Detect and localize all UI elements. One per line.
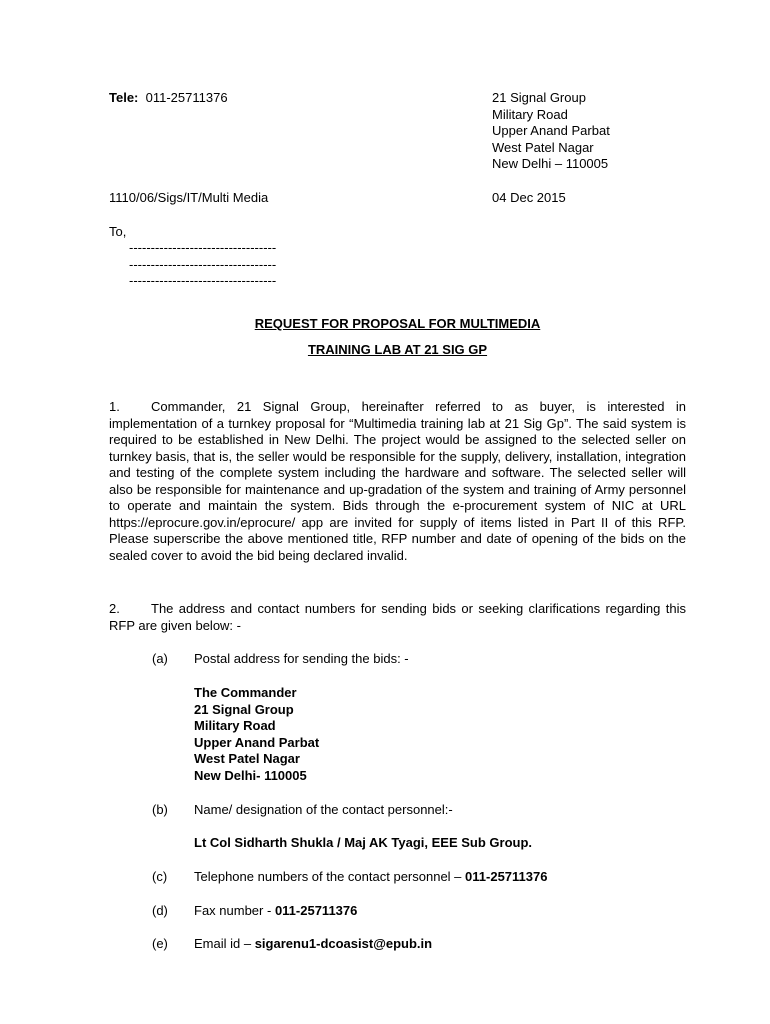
email-item (194, 936, 432, 953)
address-line: 21 Signal Group (492, 90, 586, 105)
postal-address-line: Upper Anand Parbat (194, 734, 320, 750)
postal-address (194, 685, 319, 784)
telephone-line (109, 90, 228, 107)
item-text: Name/ designation of the contact personnel:- (194, 802, 453, 817)
recipient-blanks (129, 240, 276, 290)
telephone-value: 011-25711376 (465, 869, 548, 884)
tele-number: 011-25711376 (145, 90, 228, 105)
reference-number: 1110/06/Sigs/IT/Multi Media (109, 190, 269, 205)
sender-address (492, 90, 610, 173)
paragraph-text: The address and contact numbers for sending bids or seeking clarifications regarding this RFP are given below: - (109, 601, 686, 633)
blank-line: ---------------------------------- (129, 256, 277, 272)
paragraph-number: 1. (109, 399, 120, 414)
tele-label: Tele: (109, 90, 139, 105)
item-text: Postal address for sending the bids: - (194, 651, 409, 666)
paragraph-2 (109, 601, 686, 634)
paragraph-text: Commander, 21 Signal Group, hereinafter referred to as buyer, is interested in implementation of a turnkey proposal for “Multimedia training lab at 21 Sig Gp”. The said system is required to be established in New Delhi. The project would be assigned to the selected seller on turnkey basis, that is, the seller would be responsible for the supply, delivery, installation, integration and testing of the complete system including the hardware and software. The selected seller will also be responsible for maintenance and up-gradation of the system and training of Army personnel to operate and maintain the system. Bids through the e-procurement system of NIC at URL https://eprocure.gov.in/eprocure/ app are invited for supply of items listed in Part II of this RFP. Please superscribe the above mentioned title, RFP number and date of opening of the bids on the sealed cover to avoid the bid being declared invalid. (109, 399, 686, 563)
fax-item (194, 903, 357, 920)
postal-address-line: 21 Signal Group (194, 701, 294, 717)
email-value[interactable]: sigarenu1-dcoasist@epub.in (254, 936, 433, 951)
postal-address-line: Military Road (194, 718, 276, 733)
item-label: (d) (152, 903, 168, 918)
item-text: Fax number - (194, 903, 272, 918)
letter-date: 04 Dec 2015 (492, 190, 566, 205)
blank-line: ---------------------------------- (129, 240, 277, 255)
document-title-line2: TRAINING LAB AT 21 SIG GP (307, 342, 488, 357)
address-line: Military Road (492, 106, 568, 122)
address-line: West Patel Nagar (492, 139, 594, 155)
item-text: Email id – (194, 936, 252, 951)
item-label: (c) (152, 869, 168, 884)
fax-value: 011-25711376 (274, 903, 358, 918)
postal-address-line: West Patel Nagar (194, 751, 300, 766)
postal-address-line: The Commander (194, 685, 297, 700)
item-label: (b) (152, 802, 168, 817)
item-label: (e) (152, 936, 168, 951)
contact-personnel: Lt Col Sidharth Shukla / Maj AK Tyagi, EEE Sub Group. (194, 835, 533, 850)
postal-address-line: New Delhi- 110005 (194, 767, 307, 783)
item-label: (a) (152, 651, 168, 666)
item-text: Telephone numbers of the contact personnel – (194, 869, 462, 884)
address-line: Upper Anand Parbat (492, 123, 610, 138)
address-line: New Delhi – 110005 (492, 156, 609, 171)
blank-line: ---------------------------------- (129, 273, 277, 288)
to-label: To, (109, 224, 127, 239)
document-title-line1: REQUEST FOR PROPOSAL FOR MULTIMEDIA (254, 316, 541, 331)
paragraph-1 (109, 399, 686, 564)
telephone-item (194, 869, 547, 886)
paragraph-number: 2. (109, 601, 120, 616)
